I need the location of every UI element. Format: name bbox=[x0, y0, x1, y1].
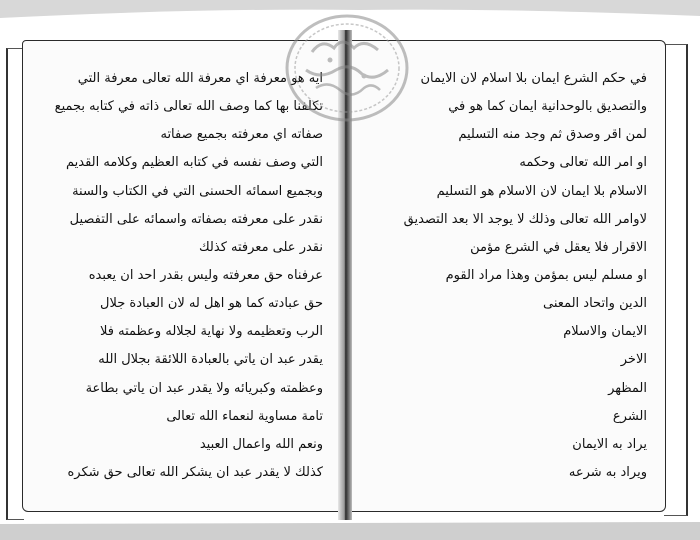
library-seal-stamp bbox=[282, 12, 412, 124]
text-line: الدين واتحاد المعنى bbox=[543, 296, 647, 312]
left-page-text bbox=[41, 71, 323, 481]
text-line: نقدر على معرفته كذلك bbox=[198, 239, 323, 255]
text-line: ايه هو معرفة اي معرفة الله تعالى معرفة التي bbox=[77, 71, 323, 86]
text-line: لمن اقر وصدق ثم وجد منه التسليم bbox=[458, 127, 647, 143]
text-line: او امر الله تعالى وحكمه bbox=[519, 155, 647, 171]
text-line: الشرع bbox=[612, 408, 647, 424]
text-line: تامة مساوية لنعماء الله تعالى bbox=[166, 408, 323, 424]
text-line: يراد به الايمان bbox=[572, 436, 647, 452]
text-line: الاقرار فلا يعقل في الشرع مؤمن bbox=[470, 239, 647, 255]
text-line: التي وصف نفسه في كتابه العظيم وكلامه القديم bbox=[66, 155, 323, 171]
text-line: كذلك لا يقدر عبد ان يشكر الله تعالى حق شكره bbox=[67, 464, 323, 480]
book-edge-right bbox=[664, 44, 688, 516]
text-line: لاوامر الله تعالى وذلك لا يوجد الا بعد التصديق bbox=[403, 211, 647, 227]
text-line: حق عبادته كما هو اهل له لان العبادة جلال bbox=[100, 296, 323, 312]
right-page-text bbox=[365, 71, 647, 481]
text-line: الايمان والاسلام bbox=[563, 324, 647, 340]
text-line: الاخر bbox=[620, 352, 647, 368]
text-line: ويراد به شرعه bbox=[568, 464, 647, 480]
text-line: المظهر bbox=[608, 380, 647, 396]
text-line: يقدر عبد ان يأتي بالعبادة اللائقة بجلال الله bbox=[98, 352, 323, 368]
text-line: الاسلام بلا ايمان لان الاسلام هو التسليم bbox=[436, 183, 647, 199]
text-line: وبجميع اسمائه الحسنى التي في الكتاب والسنة bbox=[72, 183, 323, 199]
text-line: والتصديق بالوحدانية ايمان كما هو في bbox=[448, 99, 647, 115]
text-line: او مسلم ليس بمؤمن وهذا مراد القوم bbox=[445, 267, 647, 283]
text-line: نقدر على معرفته بصفاته واسمائه على التفصيل bbox=[69, 211, 323, 227]
text-line: الرب وتعظيمه ولا نهاية لجلاله وعظمته فلا bbox=[100, 324, 323, 340]
text-line: ونعم الله واعمال العبيد bbox=[199, 436, 323, 452]
text-line: تكلفنا بها كما وصف الله تعالى ذاته في كتابه بجميع bbox=[54, 99, 323, 115]
text-line: وعظمته وكبريائه ولا يقدر عبد ان يأتي بطاعة bbox=[85, 380, 323, 396]
text-line: عرفناه حق معرفته وليس بقدر احد ان يعبده bbox=[88, 267, 323, 283]
text-line: في حكم الشرع ايمان بلا اسلام لان الايمان bbox=[420, 71, 647, 86]
text-line: صفاته اي معرفته بجميع صفاته bbox=[160, 127, 323, 143]
